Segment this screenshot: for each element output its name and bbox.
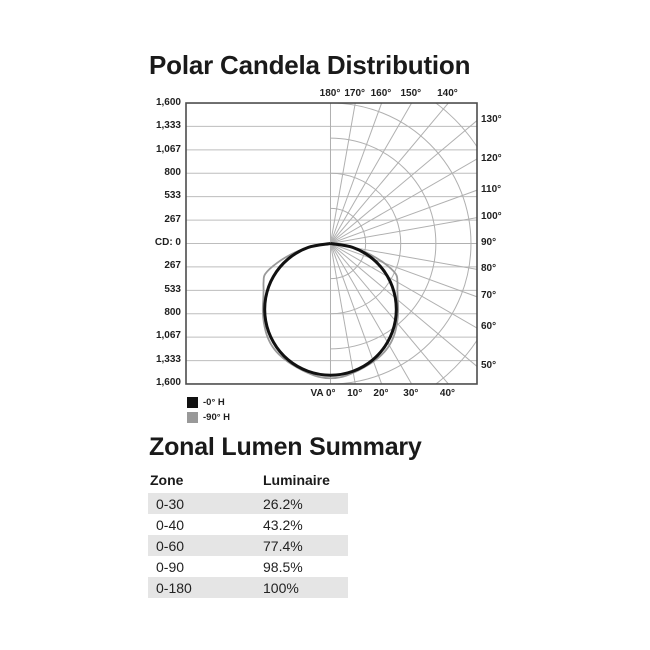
zone-cell: 0-30 — [156, 495, 185, 512]
zonal-col-header-luminaire: Luminaire — [263, 472, 330, 488]
zone-cell: 0-40 — [156, 516, 185, 533]
axis-left-label: 1,067 — [155, 330, 181, 342]
zonal-table-row — [148, 514, 348, 535]
axis-top-label: 150° — [400, 88, 422, 99]
axis-bottom-label: 10° — [347, 388, 363, 399]
luminaire-cell: 77.4% — [263, 537, 303, 554]
axis-bottom-label: 30° — [403, 388, 419, 399]
axis-left-label: 800 — [164, 306, 181, 318]
axis-bottom-label: 20° — [373, 388, 389, 399]
zonal-table-row — [148, 556, 348, 577]
axis-left-label: 533 — [164, 190, 181, 202]
axis-bottom-label: VA 0° — [310, 388, 336, 399]
axis-top-label: 170° — [344, 88, 366, 99]
zonal-col-header-zone: Zone — [150, 472, 184, 488]
zone-cell: 0-60 — [156, 537, 185, 554]
zonal-table-row — [148, 535, 348, 556]
luminaire-cell: 26.2% — [263, 495, 303, 512]
axis-left-label: 533 — [164, 283, 181, 295]
axis-top-label: 160° — [370, 88, 392, 99]
axis-left-label: 267 — [164, 213, 181, 225]
axis-bottom-label: 40° — [439, 388, 456, 399]
axis-right-label: 130° — [481, 114, 502, 126]
luminaire-cell: 100% — [263, 579, 299, 596]
axis-right-label: 120° — [481, 152, 502, 164]
axis-top-label: 140° — [437, 88, 458, 99]
zone-cell: 0-180 — [156, 579, 192, 596]
legend-swatch-90h-icon — [187, 412, 198, 423]
legend-item-90h — [187, 411, 230, 424]
zonal-table-row — [148, 493, 348, 514]
axis-left-label: 800 — [164, 166, 181, 178]
axis-right-label: 60° — [481, 321, 497, 333]
axis-left-label: 1,333 — [155, 120, 181, 132]
axis-right-label: 90° — [481, 237, 497, 248]
polar-chart-title: Polar Candela Distribution — [149, 50, 471, 80]
axis-right-label: 50° — [481, 359, 497, 371]
legend-label-0h: -0° H — [203, 397, 225, 408]
axis-right-label: 110° — [481, 183, 502, 195]
axis-right-label: 70° — [481, 290, 497, 302]
axis-left-label: 267 — [164, 260, 181, 272]
zonal-table-row — [148, 577, 348, 598]
axis-right-label: 80° — [481, 262, 497, 274]
zonal-summary-title: Zonal Lumen Summary — [149, 433, 422, 461]
polar-chart-plot — [186, 103, 477, 384]
axis-left-label: CD: 0 — [154, 236, 181, 248]
axis-left-label: 1,600 — [155, 376, 181, 388]
legend-item-0h — [187, 396, 230, 409]
legend-swatch-0h-icon — [187, 397, 198, 408]
legend-label-90h: -90° H — [203, 412, 231, 423]
axis-top-label: 180° — [319, 88, 341, 99]
axis-left-label: 1,067 — [155, 143, 181, 155]
axis-left-label: 1,333 — [155, 353, 181, 365]
axis-left-label: 1,600 — [155, 97, 181, 108]
zone-cell: 0-90 — [156, 558, 185, 575]
luminaire-cell: 98.5% — [263, 558, 303, 575]
zonal-lumen-table — [148, 493, 348, 598]
axis-right-label: 100° — [481, 211, 502, 223]
polar-legend — [187, 396, 230, 426]
luminaire-cell: 43.2% — [263, 516, 303, 533]
